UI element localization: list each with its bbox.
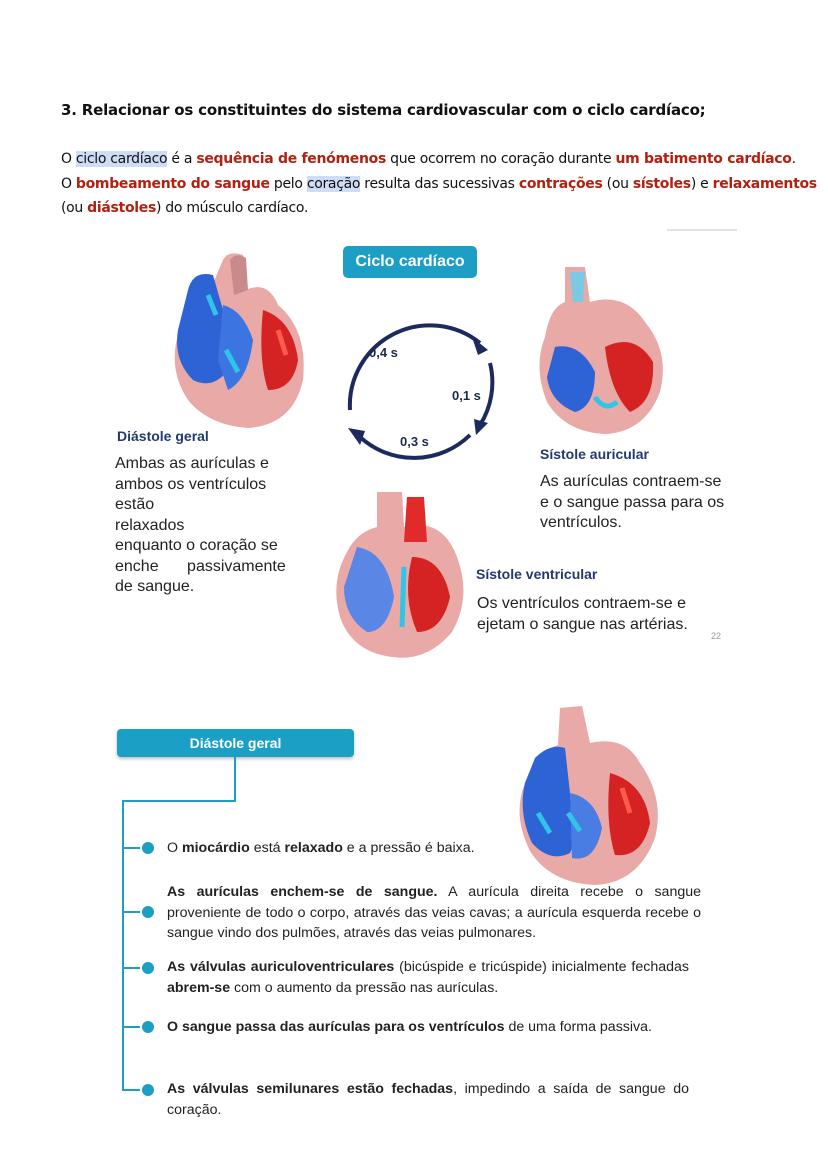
arrow-head-2 [474,419,488,435]
detail-item-4: O sangue passa das aurículas para os ventrículos de uma forma passiva. [167,1019,652,1035]
ventricular-systole-description: Os ventrículos contraem-se e ejetam o sangue nas artérias. [477,595,688,633]
bullet-3 [142,962,154,974]
intro-line-3: (ou diástoles) do músculo cardíaco. [61,200,309,216]
figure-edge [667,229,737,231]
diastole-geral-pill: Diástole geral [117,729,354,757]
atrial-systole-label: Sístole auricular [540,446,649,462]
time-label-3: 0,3 s [400,434,429,449]
detail-item-3: As válvulas auriculoventriculares (bicúspide e tricúspide) inicialmente fechadas abrem-se com o aumento da pressão nas aurículas. [167,959,689,996]
diastole-description: Ambas as aurículas e ambos os ventrículos estão relaxados enquanto o coração se enche passivamente de sangue. [115,455,286,595]
heart-ventricular-systole-illustration [332,487,472,662]
bullet-4 [142,1021,154,1033]
heart-diastole-illustration [168,250,313,430]
intro-line-1: O ciclo cardíaco é a sequência de fenómenos que ocorrem no coração durante um batimento cardíaco. [61,151,796,167]
cycle-title: Ciclo cardíaco [343,246,477,278]
atrial-systole-description: As aurículas contraem-se e o sangue passa para os ventrículos. [540,473,725,531]
bullet-2 [142,906,154,918]
heart-atrial-systole-illustration [535,262,670,442]
bullet-1 [142,842,154,854]
diastole-label: Diástole geral [117,428,209,444]
ventricular-systole-label: Sístole ventricular [476,566,598,582]
page-number: 22 [711,631,722,641]
detail-item-1: O miocárdio está relaxado e a pressão é baixa. [167,840,475,856]
arrow-head-3 [348,428,365,445]
detail-item-2: As aurículas enchem-se de sangue. A aurícula direita recebe o sangue proveniente de todo o corpo, através das veias cavas; a aurícula esquerda recebe o sangue vindo dos pulmões, através das veias pulmonares. [167,884,702,941]
time-label-1: 0,4 s [369,345,398,360]
bullet-5 [142,1084,154,1096]
time-label-2: 0,1 s [452,388,481,403]
heart-detail-illustration [510,703,665,888]
arrow-head-1 [472,337,488,355]
detail-item-5: As válvulas semilunares estão fechadas, impedindo a saída de sangue do coração. [167,1081,689,1118]
section-heading: 3. Relacionar os constituintes do sistema cardiovascular com o ciclo cardíaco; [61,101,706,119]
intro-line-2: O bombeamento do sangue pelo coração resulta das sucessivas contrações (ou sístoles) e relaxamentos [61,176,817,192]
